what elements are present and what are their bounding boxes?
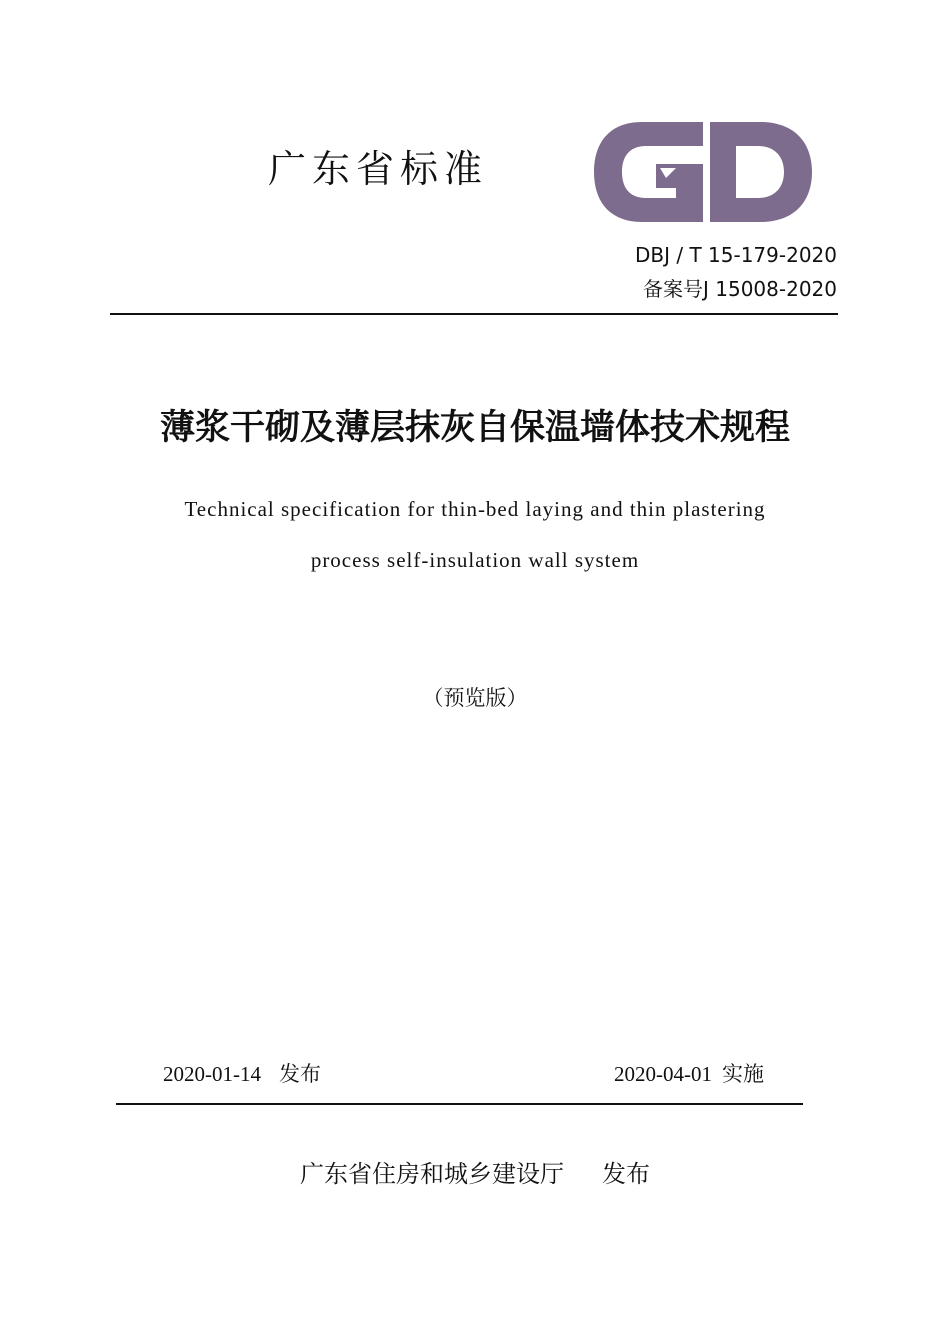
standard-category-title: 广东省标准 <box>268 147 489 191</box>
publisher-label: 发布 <box>602 1160 650 1188</box>
standard-number-block <box>635 238 837 306</box>
issue-date: 2020-01-14 <box>163 1062 261 1086</box>
title-en-line-2: process self-insulation wall system <box>310 548 640 572</box>
publisher-name: 广东省住房和城乡建设厅 <box>300 1160 564 1188</box>
gd-logo <box>590 118 816 226</box>
logo-letter-g <box>594 122 703 222</box>
standard-number: DBJ / T 15-179-2020 <box>634 243 837 267</box>
top-divider <box>110 313 838 315</box>
title-en-line-1: Technical specification for thin-bed laying and thin plastering <box>184 497 766 521</box>
record-number: 备案号J 15008-2020 <box>643 277 837 301</box>
publisher-block <box>0 1154 950 1189</box>
issue-label: 发布 <box>279 1062 321 1086</box>
effective-date: 2020-04-01 <box>614 1062 712 1086</box>
edition-label: （预览版） <box>422 686 528 710</box>
document-title-cn: 薄浆干砌及薄层抹灰自保温墙体技术规程 <box>159 408 790 448</box>
logo-letter-d <box>710 122 812 222</box>
bottom-divider <box>116 1103 803 1105</box>
effective-date-block <box>614 1058 764 1088</box>
effective-label: 实施 <box>722 1062 764 1086</box>
issue-date-block <box>163 1058 321 1088</box>
document-title-en <box>0 484 950 586</box>
